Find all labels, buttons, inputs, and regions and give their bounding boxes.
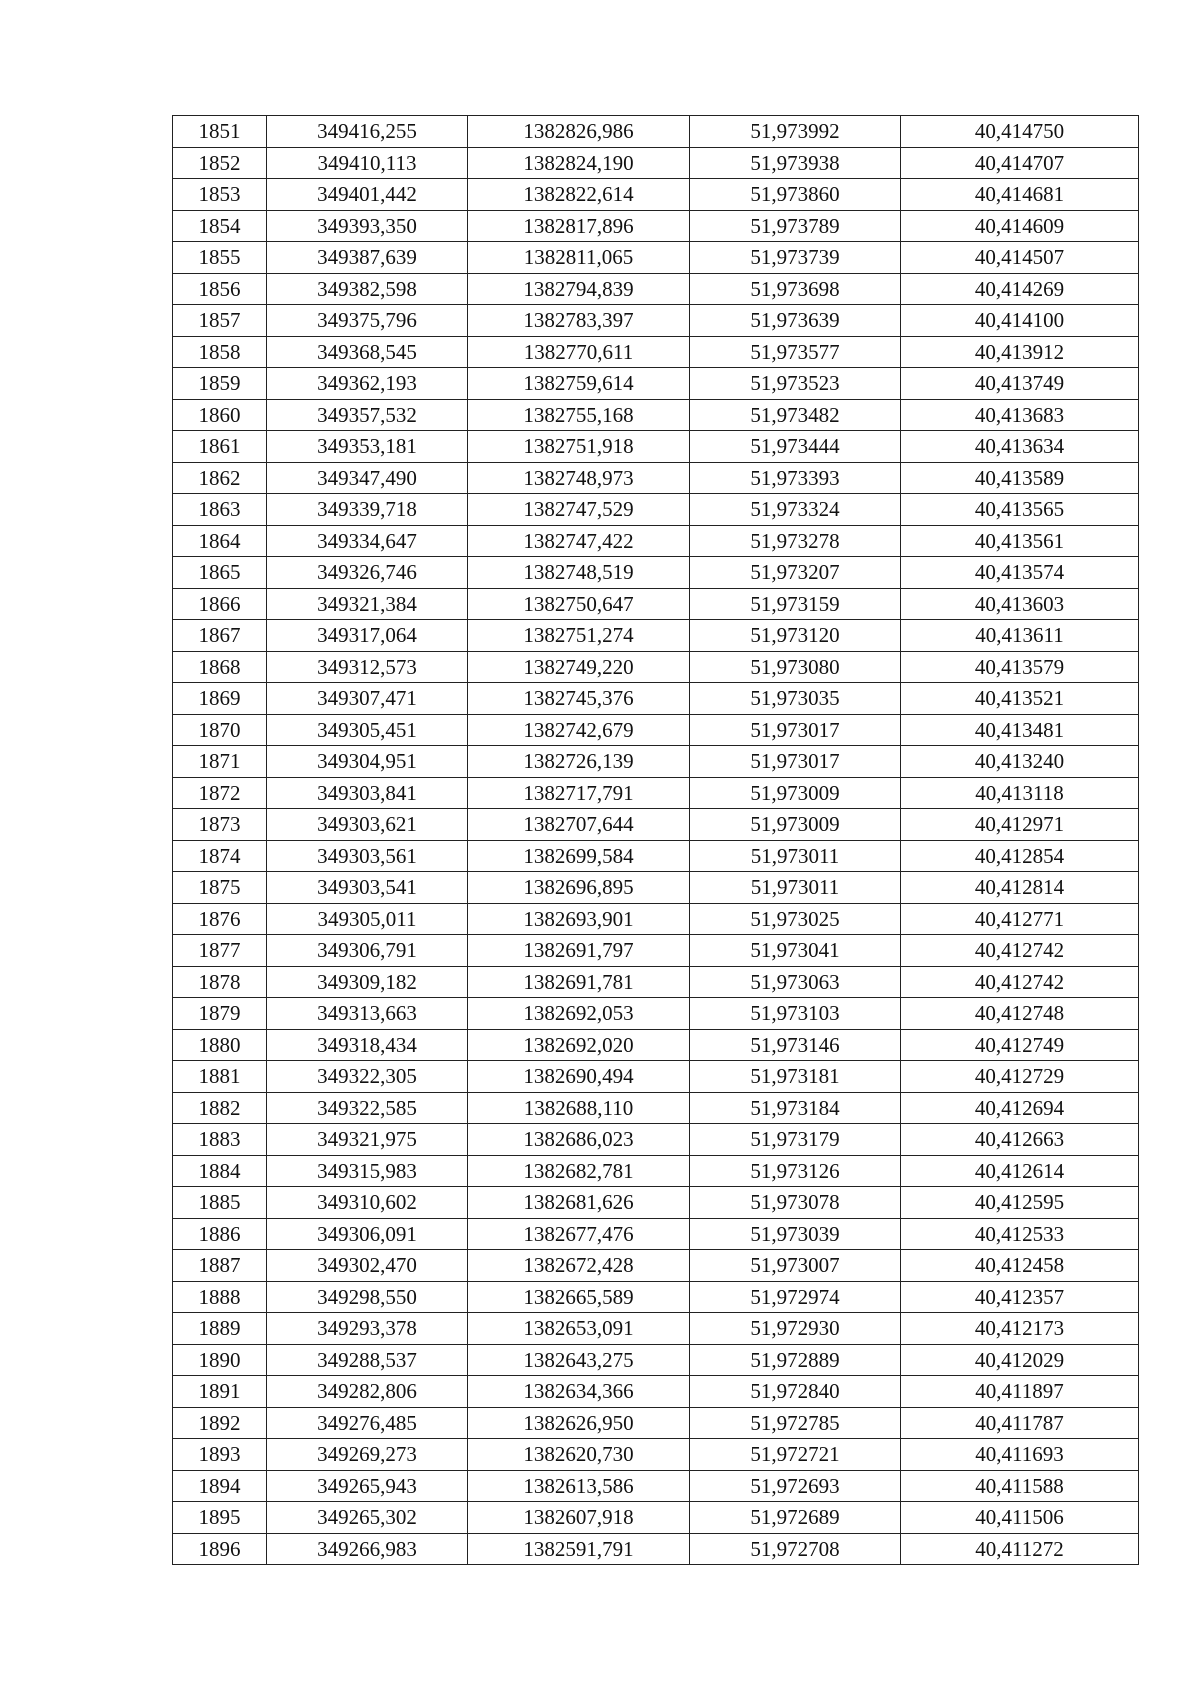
table-row [173, 1029, 1139, 1061]
y-coordinate-cell: 1382750,647 [468, 588, 690, 620]
point-number-cell: 1855 [173, 242, 267, 274]
x-coordinate-cell: 349303,841 [267, 777, 468, 809]
y-coordinate-cell: 1382643,275 [468, 1344, 690, 1376]
x-coordinate-cell: 349305,451 [267, 714, 468, 746]
longitude-cell: 40,412729 [901, 1061, 1139, 1093]
point-number-cell: 1873 [173, 809, 267, 841]
table-row [173, 336, 1139, 368]
longitude-cell: 40,411272 [901, 1533, 1139, 1565]
x-coordinate-cell: 349303,541 [267, 872, 468, 904]
table-row [173, 998, 1139, 1030]
table-row [173, 935, 1139, 967]
latitude-cell: 51,973017 [690, 746, 901, 778]
table-row [173, 305, 1139, 337]
point-number-cell: 1853 [173, 179, 267, 211]
y-coordinate-cell: 1382672,428 [468, 1250, 690, 1282]
y-coordinate-cell: 1382693,901 [468, 903, 690, 935]
point-number-cell: 1896 [173, 1533, 267, 1565]
longitude-cell: 40,413579 [901, 651, 1139, 683]
longitude-cell: 40,414750 [901, 116, 1139, 148]
coordinates-table [172, 115, 1139, 1565]
longitude-cell: 40,412694 [901, 1092, 1139, 1124]
latitude-cell: 51,973860 [690, 179, 901, 211]
latitude-cell: 51,973789 [690, 210, 901, 242]
point-number-cell: 1876 [173, 903, 267, 935]
latitude-cell: 51,973278 [690, 525, 901, 557]
y-coordinate-cell: 1382783,397 [468, 305, 690, 337]
table-row [173, 966, 1139, 998]
y-coordinate-cell: 1382692,053 [468, 998, 690, 1030]
table-row [173, 746, 1139, 778]
y-coordinate-cell: 1382747,529 [468, 494, 690, 526]
x-coordinate-cell: 349357,532 [267, 399, 468, 431]
y-coordinate-cell: 1382665,589 [468, 1281, 690, 1313]
longitude-cell: 40,413240 [901, 746, 1139, 778]
longitude-cell: 40,413574 [901, 557, 1139, 589]
x-coordinate-cell: 349375,796 [267, 305, 468, 337]
table-row [173, 714, 1139, 746]
point-number-cell: 1875 [173, 872, 267, 904]
table-row [173, 1124, 1139, 1156]
coordinates-table-body [173, 116, 1139, 1565]
point-number-cell: 1882 [173, 1092, 267, 1124]
point-number-cell: 1879 [173, 998, 267, 1030]
latitude-cell: 51,973184 [690, 1092, 901, 1124]
latitude-cell: 51,973063 [690, 966, 901, 998]
point-number-cell: 1881 [173, 1061, 267, 1093]
y-coordinate-cell: 1382749,220 [468, 651, 690, 683]
table-row [173, 210, 1139, 242]
table-row [173, 1155, 1139, 1187]
point-number-cell: 1857 [173, 305, 267, 337]
x-coordinate-cell: 349315,983 [267, 1155, 468, 1187]
point-number-cell: 1880 [173, 1029, 267, 1061]
latitude-cell: 51,973577 [690, 336, 901, 368]
point-number-cell: 1892 [173, 1407, 267, 1439]
point-number-cell: 1862 [173, 462, 267, 494]
x-coordinate-cell: 349305,011 [267, 903, 468, 935]
latitude-cell: 51,973938 [690, 147, 901, 179]
longitude-cell: 40,413118 [901, 777, 1139, 809]
latitude-cell: 51,973126 [690, 1155, 901, 1187]
point-number-cell: 1864 [173, 525, 267, 557]
point-number-cell: 1851 [173, 116, 267, 148]
point-number-cell: 1860 [173, 399, 267, 431]
latitude-cell: 51,973007 [690, 1250, 901, 1282]
latitude-cell: 51,972785 [690, 1407, 901, 1439]
longitude-cell: 40,413749 [901, 368, 1139, 400]
table-row [173, 1281, 1139, 1313]
x-coordinate-cell: 349265,302 [267, 1502, 468, 1534]
x-coordinate-cell: 349326,746 [267, 557, 468, 589]
x-coordinate-cell: 349303,561 [267, 840, 468, 872]
y-coordinate-cell: 1382826,986 [468, 116, 690, 148]
longitude-cell: 40,412614 [901, 1155, 1139, 1187]
x-coordinate-cell: 349313,663 [267, 998, 468, 1030]
table-row [173, 399, 1139, 431]
longitude-cell: 40,413521 [901, 683, 1139, 715]
x-coordinate-cell: 349368,545 [267, 336, 468, 368]
y-coordinate-cell: 1382707,644 [468, 809, 690, 841]
latitude-cell: 51,973009 [690, 809, 901, 841]
y-coordinate-cell: 1382748,519 [468, 557, 690, 589]
latitude-cell: 51,973035 [690, 683, 901, 715]
longitude-cell: 40,412748 [901, 998, 1139, 1030]
point-number-cell: 1869 [173, 683, 267, 715]
x-coordinate-cell: 349265,943 [267, 1470, 468, 1502]
latitude-cell: 51,973639 [690, 305, 901, 337]
point-number-cell: 1859 [173, 368, 267, 400]
y-coordinate-cell: 1382699,584 [468, 840, 690, 872]
point-number-cell: 1886 [173, 1218, 267, 1250]
x-coordinate-cell: 349269,273 [267, 1439, 468, 1471]
table-row [173, 368, 1139, 400]
table-row [173, 1407, 1139, 1439]
table-row [173, 588, 1139, 620]
latitude-cell: 51,972689 [690, 1502, 901, 1534]
point-number-cell: 1865 [173, 557, 267, 589]
point-number-cell: 1871 [173, 746, 267, 778]
y-coordinate-cell: 1382755,168 [468, 399, 690, 431]
y-coordinate-cell: 1382591,791 [468, 1533, 690, 1565]
y-coordinate-cell: 1382794,839 [468, 273, 690, 305]
y-coordinate-cell: 1382688,110 [468, 1092, 690, 1124]
latitude-cell: 51,973011 [690, 840, 901, 872]
x-coordinate-cell: 349266,983 [267, 1533, 468, 1565]
x-coordinate-cell: 349318,434 [267, 1029, 468, 1061]
longitude-cell: 40,412357 [901, 1281, 1139, 1313]
latitude-cell: 51,972889 [690, 1344, 901, 1376]
latitude-cell: 51,973120 [690, 620, 901, 652]
y-coordinate-cell: 1382759,614 [468, 368, 690, 400]
table-row [173, 525, 1139, 557]
longitude-cell: 40,412029 [901, 1344, 1139, 1376]
longitude-cell: 40,411588 [901, 1470, 1139, 1502]
y-coordinate-cell: 1382817,896 [468, 210, 690, 242]
table-row [173, 651, 1139, 683]
latitude-cell: 51,972721 [690, 1439, 901, 1471]
table-row [173, 840, 1139, 872]
point-number-cell: 1863 [173, 494, 267, 526]
longitude-cell: 40,413683 [901, 399, 1139, 431]
latitude-cell: 51,973179 [690, 1124, 901, 1156]
longitude-cell: 40,411897 [901, 1376, 1139, 1408]
latitude-cell: 51,973009 [690, 777, 901, 809]
table-row [173, 620, 1139, 652]
table-row [173, 1092, 1139, 1124]
longitude-cell: 40,413912 [901, 336, 1139, 368]
latitude-cell: 51,973078 [690, 1187, 901, 1219]
y-coordinate-cell: 1382677,476 [468, 1218, 690, 1250]
x-coordinate-cell: 349322,305 [267, 1061, 468, 1093]
point-number-cell: 1870 [173, 714, 267, 746]
latitude-cell: 51,973739 [690, 242, 901, 274]
table-row [173, 1470, 1139, 1502]
latitude-cell: 51,973698 [690, 273, 901, 305]
x-coordinate-cell: 349298,550 [267, 1281, 468, 1313]
y-coordinate-cell: 1382742,679 [468, 714, 690, 746]
latitude-cell: 51,973207 [690, 557, 901, 589]
x-coordinate-cell: 349310,602 [267, 1187, 468, 1219]
table-row [173, 557, 1139, 589]
latitude-cell: 51,972930 [690, 1313, 901, 1345]
x-coordinate-cell: 349362,193 [267, 368, 468, 400]
point-number-cell: 1872 [173, 777, 267, 809]
x-coordinate-cell: 349304,951 [267, 746, 468, 778]
y-coordinate-cell: 1382751,918 [468, 431, 690, 463]
x-coordinate-cell: 349307,471 [267, 683, 468, 715]
point-number-cell: 1878 [173, 966, 267, 998]
longitude-cell: 40,413611 [901, 620, 1139, 652]
latitude-cell: 51,972693 [690, 1470, 901, 1502]
y-coordinate-cell: 1382607,918 [468, 1502, 690, 1534]
y-coordinate-cell: 1382691,781 [468, 966, 690, 998]
table-row [173, 872, 1139, 904]
x-coordinate-cell: 349282,806 [267, 1376, 468, 1408]
x-coordinate-cell: 349288,537 [267, 1344, 468, 1376]
y-coordinate-cell: 1382686,023 [468, 1124, 690, 1156]
longitude-cell: 40,413603 [901, 588, 1139, 620]
longitude-cell: 40,412749 [901, 1029, 1139, 1061]
table-row [173, 273, 1139, 305]
point-number-cell: 1858 [173, 336, 267, 368]
latitude-cell: 51,973103 [690, 998, 901, 1030]
y-coordinate-cell: 1382682,781 [468, 1155, 690, 1187]
x-coordinate-cell: 349410,113 [267, 147, 468, 179]
y-coordinate-cell: 1382613,586 [468, 1470, 690, 1502]
point-number-cell: 1890 [173, 1344, 267, 1376]
latitude-cell: 51,972974 [690, 1281, 901, 1313]
y-coordinate-cell: 1382770,611 [468, 336, 690, 368]
x-coordinate-cell: 349302,470 [267, 1250, 468, 1282]
point-number-cell: 1888 [173, 1281, 267, 1313]
longitude-cell: 40,411787 [901, 1407, 1139, 1439]
x-coordinate-cell: 349387,639 [267, 242, 468, 274]
table-row [173, 903, 1139, 935]
x-coordinate-cell: 349334,647 [267, 525, 468, 557]
x-coordinate-cell: 349382,598 [267, 273, 468, 305]
y-coordinate-cell: 1382653,091 [468, 1313, 690, 1345]
table-row [173, 1533, 1139, 1565]
table-row [173, 179, 1139, 211]
table-row [173, 1187, 1139, 1219]
x-coordinate-cell: 349347,490 [267, 462, 468, 494]
longitude-cell: 40,413589 [901, 462, 1139, 494]
point-number-cell: 1861 [173, 431, 267, 463]
x-coordinate-cell: 349321,384 [267, 588, 468, 620]
latitude-cell: 51,973444 [690, 431, 901, 463]
y-coordinate-cell: 1382717,791 [468, 777, 690, 809]
y-coordinate-cell: 1382634,366 [468, 1376, 690, 1408]
table-row [173, 1439, 1139, 1471]
x-coordinate-cell: 349353,181 [267, 431, 468, 463]
x-coordinate-cell: 349306,791 [267, 935, 468, 967]
x-coordinate-cell: 349416,255 [267, 116, 468, 148]
table-row [173, 462, 1139, 494]
longitude-cell: 40,414707 [901, 147, 1139, 179]
point-number-cell: 1887 [173, 1250, 267, 1282]
longitude-cell: 40,411693 [901, 1439, 1139, 1471]
table-row [173, 1061, 1139, 1093]
x-coordinate-cell: 349401,442 [267, 179, 468, 211]
longitude-cell: 40,414100 [901, 305, 1139, 337]
x-coordinate-cell: 349293,378 [267, 1313, 468, 1345]
table-row [173, 1502, 1139, 1534]
x-coordinate-cell: 349317,064 [267, 620, 468, 652]
x-coordinate-cell: 349276,485 [267, 1407, 468, 1439]
x-coordinate-cell: 349312,573 [267, 651, 468, 683]
point-number-cell: 1889 [173, 1313, 267, 1345]
table-row [173, 494, 1139, 526]
longitude-cell: 40,412814 [901, 872, 1139, 904]
point-number-cell: 1884 [173, 1155, 267, 1187]
x-coordinate-cell: 349309,182 [267, 966, 468, 998]
latitude-cell: 51,973992 [690, 116, 901, 148]
point-number-cell: 1867 [173, 620, 267, 652]
y-coordinate-cell: 1382811,065 [468, 242, 690, 274]
longitude-cell: 40,412971 [901, 809, 1139, 841]
table-row [173, 1344, 1139, 1376]
point-number-cell: 1854 [173, 210, 267, 242]
longitude-cell: 40,412663 [901, 1124, 1139, 1156]
point-number-cell: 1883 [173, 1124, 267, 1156]
y-coordinate-cell: 1382690,494 [468, 1061, 690, 1093]
y-coordinate-cell: 1382696,895 [468, 872, 690, 904]
longitude-cell: 40,412595 [901, 1187, 1139, 1219]
longitude-cell: 40,412742 [901, 966, 1139, 998]
point-number-cell: 1893 [173, 1439, 267, 1471]
point-number-cell: 1891 [173, 1376, 267, 1408]
latitude-cell: 51,973159 [690, 588, 901, 620]
table-row [173, 1313, 1139, 1345]
y-coordinate-cell: 1382747,422 [468, 525, 690, 557]
latitude-cell: 51,973011 [690, 872, 901, 904]
longitude-cell: 40,412173 [901, 1313, 1139, 1345]
y-coordinate-cell: 1382745,376 [468, 683, 690, 715]
longitude-cell: 40,412771 [901, 903, 1139, 935]
table-row [173, 777, 1139, 809]
point-number-cell: 1877 [173, 935, 267, 967]
y-coordinate-cell: 1382626,950 [468, 1407, 690, 1439]
y-coordinate-cell: 1382748,973 [468, 462, 690, 494]
point-number-cell: 1856 [173, 273, 267, 305]
point-number-cell: 1894 [173, 1470, 267, 1502]
table-row [173, 809, 1139, 841]
longitude-cell: 40,414681 [901, 179, 1139, 211]
latitude-cell: 51,973324 [690, 494, 901, 526]
longitude-cell: 40,411506 [901, 1502, 1139, 1534]
latitude-cell: 51,973393 [690, 462, 901, 494]
longitude-cell: 40,412854 [901, 840, 1139, 872]
longitude-cell: 40,412458 [901, 1250, 1139, 1282]
latitude-cell: 51,973039 [690, 1218, 901, 1250]
latitude-cell: 51,973146 [690, 1029, 901, 1061]
x-coordinate-cell: 349306,091 [267, 1218, 468, 1250]
x-coordinate-cell: 349303,621 [267, 809, 468, 841]
table-row [173, 1218, 1139, 1250]
y-coordinate-cell: 1382822,614 [468, 179, 690, 211]
table-row [173, 431, 1139, 463]
table-row [173, 147, 1139, 179]
latitude-cell: 51,973482 [690, 399, 901, 431]
y-coordinate-cell: 1382824,190 [468, 147, 690, 179]
longitude-cell: 40,413561 [901, 525, 1139, 557]
latitude-cell: 51,973181 [690, 1061, 901, 1093]
longitude-cell: 40,413481 [901, 714, 1139, 746]
latitude-cell: 51,973025 [690, 903, 901, 935]
point-number-cell: 1852 [173, 147, 267, 179]
longitude-cell: 40,414507 [901, 242, 1139, 274]
longitude-cell: 40,413634 [901, 431, 1139, 463]
x-coordinate-cell: 349322,585 [267, 1092, 468, 1124]
x-coordinate-cell: 349321,975 [267, 1124, 468, 1156]
point-number-cell: 1866 [173, 588, 267, 620]
table-row [173, 116, 1139, 148]
y-coordinate-cell: 1382692,020 [468, 1029, 690, 1061]
longitude-cell: 40,414609 [901, 210, 1139, 242]
latitude-cell: 51,973080 [690, 651, 901, 683]
latitude-cell: 51,973523 [690, 368, 901, 400]
latitude-cell: 51,973041 [690, 935, 901, 967]
x-coordinate-cell: 349339,718 [267, 494, 468, 526]
y-coordinate-cell: 1382620,730 [468, 1439, 690, 1471]
table-row [173, 1376, 1139, 1408]
y-coordinate-cell: 1382691,797 [468, 935, 690, 967]
point-number-cell: 1868 [173, 651, 267, 683]
point-number-cell: 1874 [173, 840, 267, 872]
y-coordinate-cell: 1382726,139 [468, 746, 690, 778]
y-coordinate-cell: 1382681,626 [468, 1187, 690, 1219]
longitude-cell: 40,412742 [901, 935, 1139, 967]
table-row [173, 242, 1139, 274]
y-coordinate-cell: 1382751,274 [468, 620, 690, 652]
table-row [173, 1250, 1139, 1282]
longitude-cell: 40,413565 [901, 494, 1139, 526]
x-coordinate-cell: 349393,350 [267, 210, 468, 242]
point-number-cell: 1885 [173, 1187, 267, 1219]
latitude-cell: 51,972708 [690, 1533, 901, 1565]
latitude-cell: 51,973017 [690, 714, 901, 746]
latitude-cell: 51,972840 [690, 1376, 901, 1408]
point-number-cell: 1895 [173, 1502, 267, 1534]
longitude-cell: 40,412533 [901, 1218, 1139, 1250]
table-row [173, 683, 1139, 715]
longitude-cell: 40,414269 [901, 273, 1139, 305]
